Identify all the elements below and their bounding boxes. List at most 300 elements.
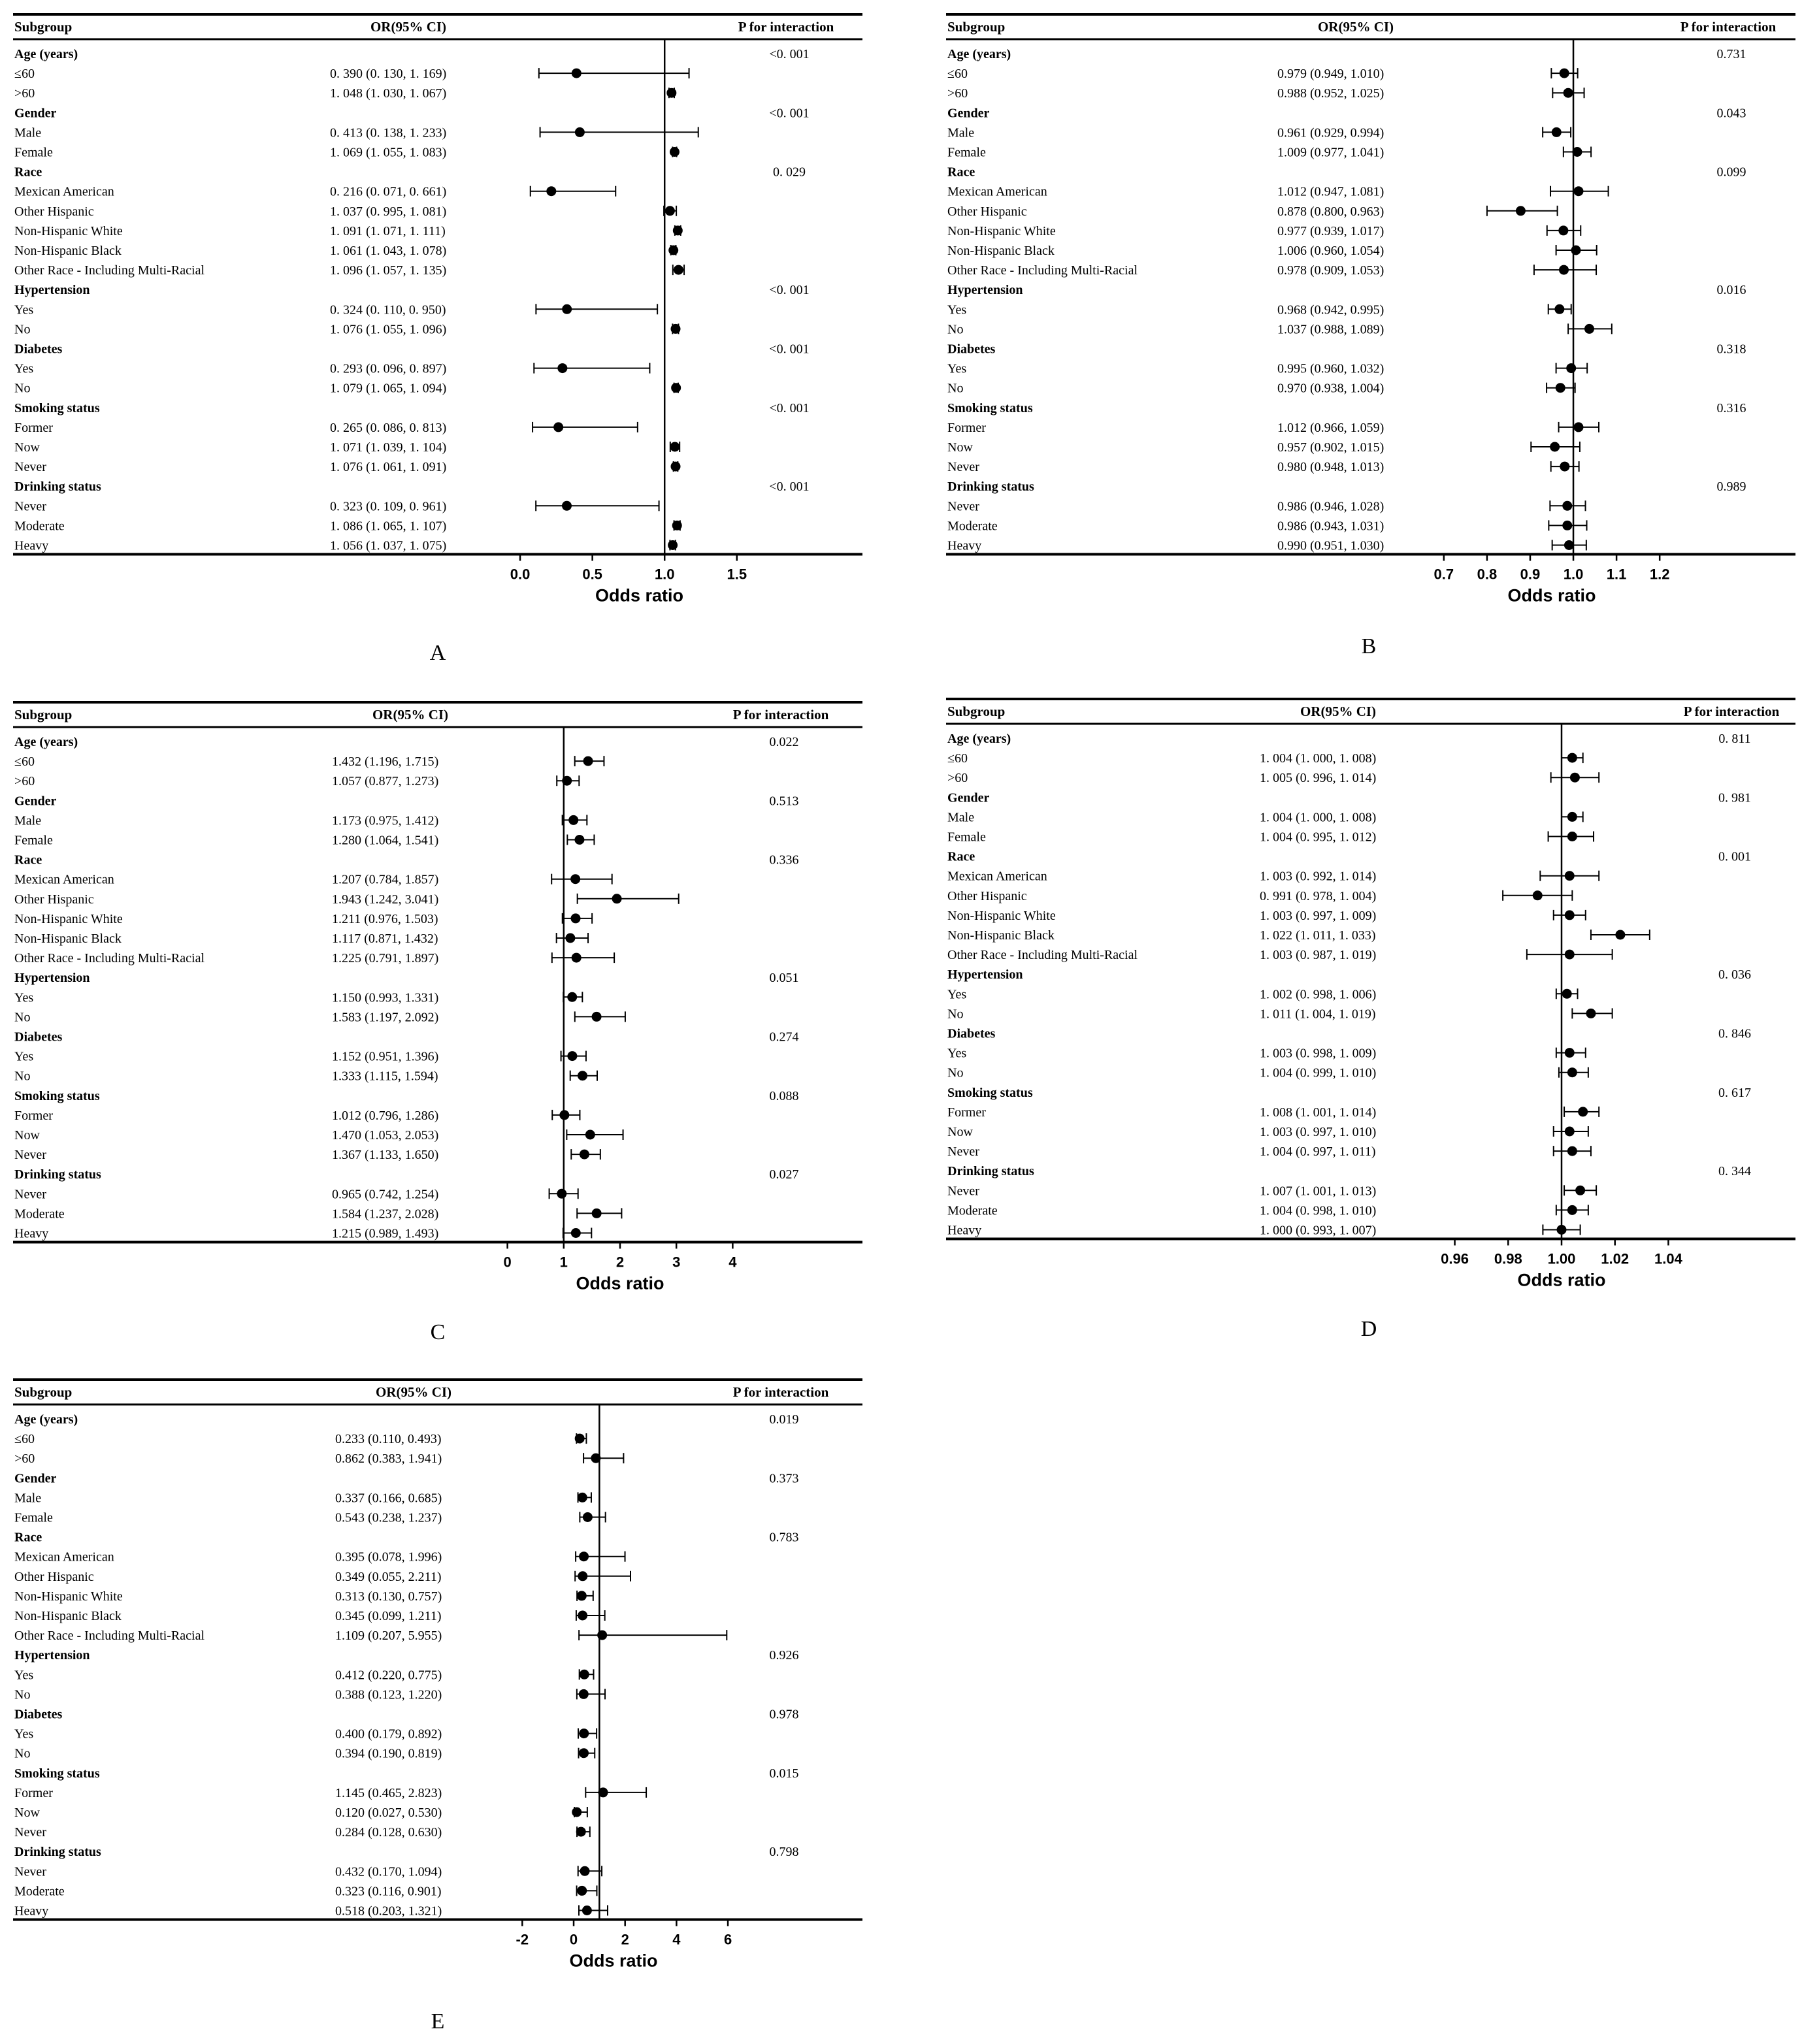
row-label: >60 bbox=[14, 86, 35, 101]
row-label: Mexican American bbox=[947, 184, 1047, 199]
row-label: Never bbox=[14, 1148, 46, 1163]
or-ci-value: 1.333 (1.115, 1.594) bbox=[332, 1069, 438, 1084]
point-estimate bbox=[673, 225, 683, 235]
or-ci-value: 1. 003 (0. 997, 1. 009) bbox=[1260, 908, 1377, 923]
point-estimate bbox=[557, 1189, 566, 1199]
x-tick-label: 2 bbox=[621, 1931, 629, 1948]
or-ci-value: 1.117 (0.871, 1.432) bbox=[332, 932, 438, 946]
group-heading: Gender bbox=[947, 790, 990, 805]
point-estimate bbox=[1560, 69, 1569, 78]
group-heading: Hypertension bbox=[947, 283, 1023, 298]
or-ci-value: 1.225 (0.791, 1.897) bbox=[332, 951, 439, 966]
row-label: Moderate bbox=[947, 519, 998, 534]
row-label: No bbox=[947, 1065, 964, 1080]
forest-panel-b bbox=[946, 14, 1795, 658]
row-label: Yes bbox=[14, 990, 34, 1005]
row-label: Non-Hispanic White bbox=[14, 1589, 123, 1604]
row-label: >60 bbox=[14, 774, 35, 789]
p-interaction-value: 0. 617 bbox=[1718, 1085, 1751, 1100]
or-ci-value: 1. 004 (0. 995, 1. 012) bbox=[1260, 830, 1377, 845]
point-estimate bbox=[577, 1591, 587, 1600]
point-estimate bbox=[553, 422, 563, 432]
or-ci-value: 1. 071 (1. 039, 1. 104) bbox=[330, 440, 447, 455]
row-label: Other Race - Including Multi-Racial bbox=[14, 951, 205, 966]
or-ci-value: 0.990 (0.951, 1.030) bbox=[1277, 538, 1384, 553]
header-or-ci: OR(95% CI) bbox=[1317, 19, 1394, 35]
header-or-ci: OR(95% CI) bbox=[375, 1384, 452, 1400]
or-ci-value: 0.961 (0.929, 0.994) bbox=[1277, 125, 1384, 140]
row-label: Mexican American bbox=[14, 184, 114, 199]
row-label: No bbox=[14, 381, 31, 396]
row-label: Male bbox=[14, 813, 42, 828]
or-ci-value: 1. 008 (1. 001, 1. 014) bbox=[1260, 1105, 1377, 1120]
x-tick-label: 0.98 bbox=[1494, 1250, 1522, 1267]
p-interaction-value: 0.016 bbox=[1716, 283, 1746, 298]
or-ci-value: 1. 004 (1. 000, 1. 008) bbox=[1260, 810, 1377, 825]
p-interaction-value: 0. 029 bbox=[773, 165, 806, 180]
x-tick-label: 3 bbox=[672, 1254, 681, 1271]
or-ci-value: 1.432 (1.196, 1.715) bbox=[332, 754, 439, 770]
row-label: Never bbox=[947, 1144, 979, 1160]
row-label: Non-Hispanic Black bbox=[14, 244, 122, 258]
row-label: Former bbox=[14, 1108, 53, 1123]
row-label: Other Race - Including Multi-Racial bbox=[14, 263, 205, 278]
point-estimate bbox=[579, 1551, 589, 1561]
point-estimate bbox=[562, 304, 572, 314]
p-interaction-value: 0. 001 bbox=[1718, 849, 1751, 864]
row-label: Non-Hispanic White bbox=[947, 908, 1056, 923]
x-axis-title: Odds ratio bbox=[576, 1273, 664, 1293]
row-label: Other Race - Including Multi-Racial bbox=[947, 263, 1138, 278]
or-ci-value: 0. 991 (0. 978, 1. 004) bbox=[1260, 888, 1377, 903]
point-estimate bbox=[668, 540, 678, 550]
p-interaction-value: 0. 811 bbox=[1718, 732, 1751, 746]
p-interaction-value: 0.043 bbox=[1716, 106, 1746, 121]
or-ci-value: 1. 091 (1. 071, 1. 111) bbox=[330, 223, 446, 238]
x-tick-label: 1.0 bbox=[654, 566, 675, 583]
point-estimate bbox=[577, 1886, 587, 1896]
group-heading: Hypertension bbox=[14, 283, 90, 298]
row-label: Female bbox=[14, 833, 53, 848]
group-heading: Smoking status bbox=[14, 1766, 100, 1781]
point-estimate bbox=[579, 1689, 589, 1699]
point-estimate bbox=[1567, 812, 1577, 822]
or-ci-value: 1. 004 (0. 998, 1. 010) bbox=[1260, 1203, 1377, 1218]
or-ci-value: 1. 048 (1. 030, 1. 067) bbox=[330, 86, 447, 101]
or-ci-value: 0.978 (0.909, 1.053) bbox=[1277, 263, 1384, 278]
point-estimate bbox=[568, 815, 578, 825]
group-heading: Gender bbox=[14, 1471, 57, 1486]
or-ci-value: 1.470 (1.053, 2.053) bbox=[332, 1128, 439, 1143]
row-label: Now bbox=[14, 1806, 40, 1820]
row-label: Non-Hispanic Black bbox=[947, 244, 1055, 258]
point-estimate bbox=[592, 1012, 602, 1022]
or-ci-value: 0.878 (0.800, 0.963) bbox=[1277, 204, 1384, 219]
row-label: Heavy bbox=[947, 1223, 982, 1238]
x-tick-label: 1.00 bbox=[1547, 1250, 1576, 1267]
group-heading: Hypertension bbox=[947, 967, 1023, 982]
row-label: Never bbox=[947, 460, 979, 475]
x-tick-label: 0.7 bbox=[1433, 566, 1454, 583]
row-label: Former bbox=[14, 420, 53, 435]
point-estimate bbox=[579, 1748, 589, 1758]
point-estimate bbox=[572, 69, 582, 78]
group-heading: Race bbox=[14, 165, 42, 180]
row-label: Yes bbox=[14, 302, 34, 317]
group-heading: Race bbox=[14, 852, 42, 868]
row-label: Mexican American bbox=[947, 869, 1047, 884]
row-label: ≤60 bbox=[947, 751, 968, 766]
row-label: Yes bbox=[947, 987, 967, 1002]
x-tick-label: 0 bbox=[503, 1254, 512, 1271]
point-estimate bbox=[567, 992, 577, 1002]
point-estimate bbox=[1586, 1009, 1596, 1018]
row-label: Non-Hispanic Black bbox=[947, 928, 1055, 943]
point-estimate bbox=[1565, 871, 1575, 881]
or-ci-value: 0.965 (0.742, 1.254) bbox=[332, 1187, 439, 1202]
or-ci-value: 0.284 (0.128, 0.630) bbox=[335, 1825, 442, 1840]
or-ci-value: 1. 079 (1. 065, 1. 094) bbox=[330, 381, 447, 396]
group-heading: Diabetes bbox=[14, 342, 63, 357]
group-heading: Age (years) bbox=[947, 732, 1011, 746]
row-label: Female bbox=[14, 1510, 53, 1525]
or-ci-value: 1.152 (0.951, 1.396) bbox=[332, 1049, 439, 1064]
or-ci-value: 0.518 (0.203, 1.321) bbox=[335, 1904, 442, 1919]
p-interaction-value: 0.022 bbox=[769, 735, 799, 749]
row-label: Mexican American bbox=[14, 1549, 114, 1565]
or-ci-value: 0.970 (0.938, 1.004) bbox=[1277, 381, 1384, 396]
point-estimate bbox=[672, 521, 682, 530]
or-ci-value: 1. 007 (1. 001, 1. 013) bbox=[1260, 1184, 1377, 1199]
point-estimate bbox=[580, 1866, 590, 1876]
point-estimate bbox=[665, 206, 675, 216]
or-ci-value: 0.977 (0.939, 1.017) bbox=[1277, 223, 1384, 238]
forest-panel-d bbox=[946, 699, 1795, 1341]
point-estimate bbox=[671, 383, 681, 393]
or-ci-value: 0. 390 (0. 130, 1. 169) bbox=[330, 67, 447, 82]
point-estimate bbox=[582, 1906, 592, 1915]
header-or-ci: OR(95% CI) bbox=[370, 19, 447, 35]
point-estimate bbox=[575, 1434, 585, 1444]
row-label: Former bbox=[14, 1785, 53, 1800]
point-estimate bbox=[1557, 1225, 1567, 1235]
point-estimate bbox=[1573, 422, 1583, 432]
row-label: Heavy bbox=[14, 1904, 49, 1919]
p-interaction-value: 0.318 bbox=[1716, 342, 1746, 357]
row-label: >60 bbox=[947, 86, 968, 101]
row-label: Moderate bbox=[14, 519, 65, 534]
or-ci-value: 1. 004 (0. 997, 1. 011) bbox=[1260, 1144, 1376, 1160]
row-label: Other Hispanic bbox=[14, 1569, 94, 1584]
row-label: >60 bbox=[947, 771, 968, 786]
p-interaction-value: 0.316 bbox=[1716, 400, 1746, 415]
or-ci-value: 0.349 (0.055, 2.211) bbox=[335, 1569, 442, 1584]
group-heading: Drinking status bbox=[14, 1167, 101, 1182]
or-ci-value: 0. 323 (0. 109, 0. 961) bbox=[330, 499, 447, 514]
group-heading: Diabetes bbox=[947, 1026, 996, 1041]
point-estimate bbox=[583, 1512, 593, 1522]
or-ci-value: 1. 004 (1. 000, 1. 008) bbox=[1260, 751, 1377, 766]
point-estimate bbox=[670, 147, 680, 157]
or-ci-value: 0.412 (0.220, 0.775) bbox=[335, 1668, 442, 1683]
or-ci-value: 0.233 (0.110, 0.493) bbox=[335, 1432, 442, 1447]
row-label: Now bbox=[14, 1128, 40, 1143]
or-ci-value: 0.313 (0.130, 0.757) bbox=[335, 1589, 442, 1604]
row-label: Heavy bbox=[14, 1226, 49, 1241]
row-label: Now bbox=[14, 440, 40, 455]
point-estimate bbox=[1567, 832, 1577, 841]
row-label: Male bbox=[14, 1491, 42, 1506]
point-estimate bbox=[571, 1228, 581, 1238]
point-estimate bbox=[670, 442, 680, 452]
x-axis-title: Odds ratio bbox=[1507, 585, 1596, 606]
row-label: Moderate bbox=[947, 1203, 998, 1218]
or-ci-value: 1. 086 (1. 065, 1. 107) bbox=[330, 519, 447, 534]
p-interaction-value: 0.731 bbox=[1716, 47, 1746, 61]
x-tick-label: 0.0 bbox=[510, 566, 531, 583]
or-ci-value: 1. 003 (0. 987, 1. 019) bbox=[1260, 948, 1377, 963]
or-ci-value: 1.006 (0.960, 1.054) bbox=[1277, 244, 1384, 258]
group-heading: Hypertension bbox=[14, 971, 90, 986]
row-label: Non-Hispanic White bbox=[14, 223, 123, 238]
group-heading: Diabetes bbox=[947, 342, 996, 357]
p-interaction-value: 0.513 bbox=[769, 794, 799, 809]
point-estimate bbox=[668, 246, 678, 255]
x-tick-label: 0.5 bbox=[582, 566, 602, 583]
point-estimate bbox=[597, 1630, 607, 1640]
or-ci-value: 1. 076 (1. 061, 1. 091) bbox=[330, 460, 447, 475]
p-interaction-value: 0.978 bbox=[769, 1707, 799, 1722]
p-interaction-value: 0.051 bbox=[769, 971, 799, 986]
or-ci-value: 0. 293 (0. 096, 0. 897) bbox=[330, 361, 447, 376]
row-label: Never bbox=[14, 460, 46, 475]
row-label: Now bbox=[947, 440, 973, 455]
group-heading: Smoking status bbox=[14, 400, 100, 415]
row-label: Female bbox=[947, 145, 986, 160]
or-ci-value: 0.388 (0.123, 1.220) bbox=[335, 1687, 442, 1702]
group-heading: Drinking status bbox=[947, 479, 1034, 495]
point-estimate bbox=[557, 363, 567, 373]
point-estimate bbox=[580, 1670, 589, 1679]
or-ci-value: 0.995 (0.960, 1.032) bbox=[1277, 361, 1384, 376]
row-label: No bbox=[947, 1007, 964, 1022]
group-heading: Diabetes bbox=[14, 1707, 63, 1722]
row-label: ≤60 bbox=[14, 754, 35, 770]
or-ci-value: 1. 003 (0. 997, 1. 010) bbox=[1260, 1125, 1377, 1139]
group-heading: Smoking status bbox=[14, 1088, 100, 1103]
panel-caption-letter: D bbox=[1360, 1317, 1377, 1341]
group-heading: Smoking status bbox=[947, 1085, 1033, 1100]
header-or-ci: OR(95% CI) bbox=[1300, 704, 1377, 719]
or-ci-value: 0.400 (0.179, 0.892) bbox=[335, 1727, 442, 1742]
point-estimate bbox=[1559, 265, 1569, 275]
panel-caption-letter: C bbox=[430, 1320, 446, 1344]
or-ci-value: 1. 037 (0. 995, 1. 081) bbox=[330, 204, 447, 219]
or-ci-value: 1. 004 (0. 999, 1. 010) bbox=[1260, 1065, 1377, 1080]
or-ci-value: 0. 324 (0. 110, 0. 950) bbox=[330, 302, 446, 317]
point-estimate bbox=[1562, 989, 1572, 999]
header-p-interaction: P for interaction bbox=[1680, 19, 1777, 35]
row-label: Heavy bbox=[14, 538, 49, 553]
row-label: No bbox=[14, 1687, 31, 1702]
group-heading: Race bbox=[14, 1530, 42, 1545]
x-tick-label: -2 bbox=[516, 1931, 529, 1948]
or-ci-value: 0.979 (0.949, 1.010) bbox=[1277, 67, 1384, 82]
point-estimate bbox=[1567, 1205, 1577, 1215]
p-interaction-value: 0.926 bbox=[769, 1648, 799, 1663]
group-heading: Diabetes bbox=[14, 1030, 63, 1045]
x-tick-label: 1 bbox=[559, 1254, 568, 1271]
or-ci-value: 0. 413 (0. 138, 1. 233) bbox=[330, 125, 447, 140]
or-ci-value: 0.337 (0.166, 0.685) bbox=[335, 1491, 442, 1506]
or-ci-value: 1.943 (1.242, 3.041) bbox=[332, 892, 439, 907]
point-estimate bbox=[578, 1611, 587, 1621]
row-label: Never bbox=[14, 499, 46, 514]
p-interaction-value: 0.783 bbox=[769, 1530, 799, 1545]
x-tick-label: 1.5 bbox=[727, 566, 747, 583]
point-estimate bbox=[567, 1051, 577, 1061]
x-tick-label: 2 bbox=[615, 1254, 625, 1271]
point-estimate bbox=[575, 127, 585, 137]
point-estimate bbox=[576, 1827, 586, 1837]
row-label: Other Race - Including Multi-Racial bbox=[14, 1629, 205, 1644]
point-estimate bbox=[1566, 363, 1576, 373]
point-estimate bbox=[671, 462, 681, 472]
row-label: Never bbox=[14, 1864, 46, 1879]
row-label: Former bbox=[947, 420, 986, 435]
point-estimate bbox=[580, 1150, 589, 1160]
point-estimate bbox=[1565, 1127, 1575, 1137]
p-interaction-value: 0.015 bbox=[769, 1766, 799, 1781]
point-estimate bbox=[1572, 147, 1582, 157]
or-ci-value: 1.280 (1.064, 1.541) bbox=[332, 833, 439, 848]
group-heading: Gender bbox=[14, 794, 57, 809]
x-tick-label: 1.04 bbox=[1654, 1250, 1682, 1267]
point-estimate bbox=[570, 874, 580, 884]
row-label: Now bbox=[947, 1125, 973, 1139]
p-interaction-value: 0.373 bbox=[769, 1471, 799, 1486]
panel-caption-letter: E bbox=[431, 2009, 445, 2034]
or-ci-value: 0.986 (0.943, 1.031) bbox=[1277, 519, 1384, 534]
x-axis-title: Odds ratio bbox=[1517, 1270, 1606, 1290]
point-estimate bbox=[674, 265, 683, 275]
p-interaction-value: <0. 001 bbox=[769, 47, 810, 61]
forest-panel-c bbox=[13, 702, 862, 1344]
point-estimate bbox=[562, 776, 572, 786]
or-ci-value: 0.543 (0.238, 1.237) bbox=[335, 1510, 442, 1525]
panel-caption-letter: A bbox=[429, 641, 446, 665]
x-tick-label: 1.2 bbox=[1649, 566, 1670, 583]
point-estimate bbox=[1554, 304, 1564, 314]
row-label: Male bbox=[947, 810, 975, 825]
point-estimate bbox=[559, 1110, 569, 1120]
or-ci-value: 1.012 (0.947, 1.081) bbox=[1277, 184, 1384, 199]
or-ci-value: 1.145 (0.465, 2.823) bbox=[335, 1785, 442, 1800]
or-ci-value: 1. 069 (1. 055, 1. 083) bbox=[330, 145, 447, 160]
p-interaction-value: 0. 036 bbox=[1718, 967, 1751, 982]
header-subgroup: Subgroup bbox=[14, 707, 73, 722]
or-ci-value: 1. 061 (1. 043, 1. 078) bbox=[330, 244, 447, 258]
point-estimate bbox=[562, 501, 572, 511]
point-estimate bbox=[1573, 186, 1583, 196]
x-axis-title: Odds ratio bbox=[595, 585, 684, 606]
header-p-interaction: P for interaction bbox=[732, 707, 829, 722]
group-heading: Gender bbox=[947, 106, 990, 121]
or-ci-value: 0.988 (0.952, 1.025) bbox=[1277, 86, 1384, 101]
row-label: Yes bbox=[14, 1727, 34, 1742]
row-label: Moderate bbox=[14, 1884, 65, 1899]
header-subgroup: Subgroup bbox=[947, 704, 1006, 719]
or-ci-value: 1. 005 (0. 996, 1. 014) bbox=[1260, 771, 1377, 786]
point-estimate bbox=[578, 1493, 587, 1502]
header-p-interaction: P for interaction bbox=[738, 19, 834, 35]
or-ci-value: 0.432 (0.170, 1.094) bbox=[335, 1864, 442, 1879]
p-interaction-value: 0.989 bbox=[1716, 479, 1746, 495]
row-label: Other Hispanic bbox=[14, 892, 94, 907]
point-estimate bbox=[565, 933, 575, 943]
point-estimate bbox=[1565, 950, 1575, 960]
p-interaction-value: 0.274 bbox=[769, 1030, 799, 1045]
row-label: Non-Hispanic White bbox=[947, 223, 1056, 238]
point-estimate bbox=[1567, 753, 1577, 763]
row-label: No bbox=[14, 322, 31, 337]
point-estimate bbox=[671, 324, 681, 334]
group-heading: Age (years) bbox=[14, 47, 78, 61]
row-label: Never bbox=[947, 1184, 979, 1199]
or-ci-value: 1.215 (0.989, 1.493) bbox=[332, 1226, 439, 1241]
row-label: Male bbox=[14, 125, 42, 140]
or-ci-value: 0.986 (0.946, 1.028) bbox=[1277, 499, 1384, 514]
group-heading: Race bbox=[947, 849, 975, 864]
p-interaction-value: 0. 981 bbox=[1718, 790, 1751, 805]
or-ci-value: 1. 056 (1. 037, 1. 075) bbox=[330, 538, 447, 553]
point-estimate bbox=[1560, 462, 1569, 472]
point-estimate bbox=[1550, 442, 1560, 452]
row-label: Male bbox=[947, 125, 975, 140]
or-ci-value: 0.345 (0.099, 1.211) bbox=[335, 1609, 442, 1623]
p-interaction-value: 0.019 bbox=[769, 1412, 799, 1427]
or-ci-value: 0. 216 (0. 071, 0. 661) bbox=[330, 184, 447, 199]
or-ci-value: 1.057 (0.877, 1.273) bbox=[332, 774, 439, 789]
row-label: Yes bbox=[14, 1668, 34, 1683]
point-estimate bbox=[1562, 501, 1572, 511]
group-heading: Gender bbox=[14, 106, 57, 121]
row-label: ≤60 bbox=[14, 67, 35, 82]
row-label: ≤60 bbox=[947, 67, 968, 82]
header-or-ci: OR(95% CI) bbox=[372, 707, 449, 722]
row-label: Yes bbox=[14, 1049, 34, 1064]
or-ci-value: 1.173 (0.975, 1.412) bbox=[332, 813, 439, 828]
p-interaction-value: 0.336 bbox=[769, 852, 799, 868]
x-tick-label: 4 bbox=[672, 1931, 681, 1948]
point-estimate bbox=[574, 835, 584, 845]
or-ci-value: 0. 265 (0. 086, 0. 813) bbox=[330, 420, 447, 435]
or-ci-value: 1. 003 (0. 992, 1. 014) bbox=[1260, 869, 1377, 884]
or-ci-value: 0.120 (0.027, 0.530) bbox=[335, 1806, 442, 1820]
point-estimate bbox=[1533, 890, 1543, 900]
row-label: Other Race - Including Multi-Racial bbox=[947, 948, 1138, 963]
group-heading: Age (years) bbox=[947, 47, 1011, 61]
point-estimate bbox=[1558, 225, 1568, 235]
group-heading: Age (years) bbox=[14, 1412, 78, 1427]
row-label: Never bbox=[947, 499, 979, 514]
row-label: Non-Hispanic Black bbox=[14, 1609, 122, 1623]
row-label: Moderate bbox=[14, 1207, 65, 1222]
p-interaction-value: 0. 846 bbox=[1718, 1026, 1751, 1041]
x-tick-label: 1.1 bbox=[1606, 566, 1627, 583]
point-estimate bbox=[1552, 127, 1562, 137]
or-ci-value: 1.037 (0.988, 1.089) bbox=[1277, 322, 1384, 337]
